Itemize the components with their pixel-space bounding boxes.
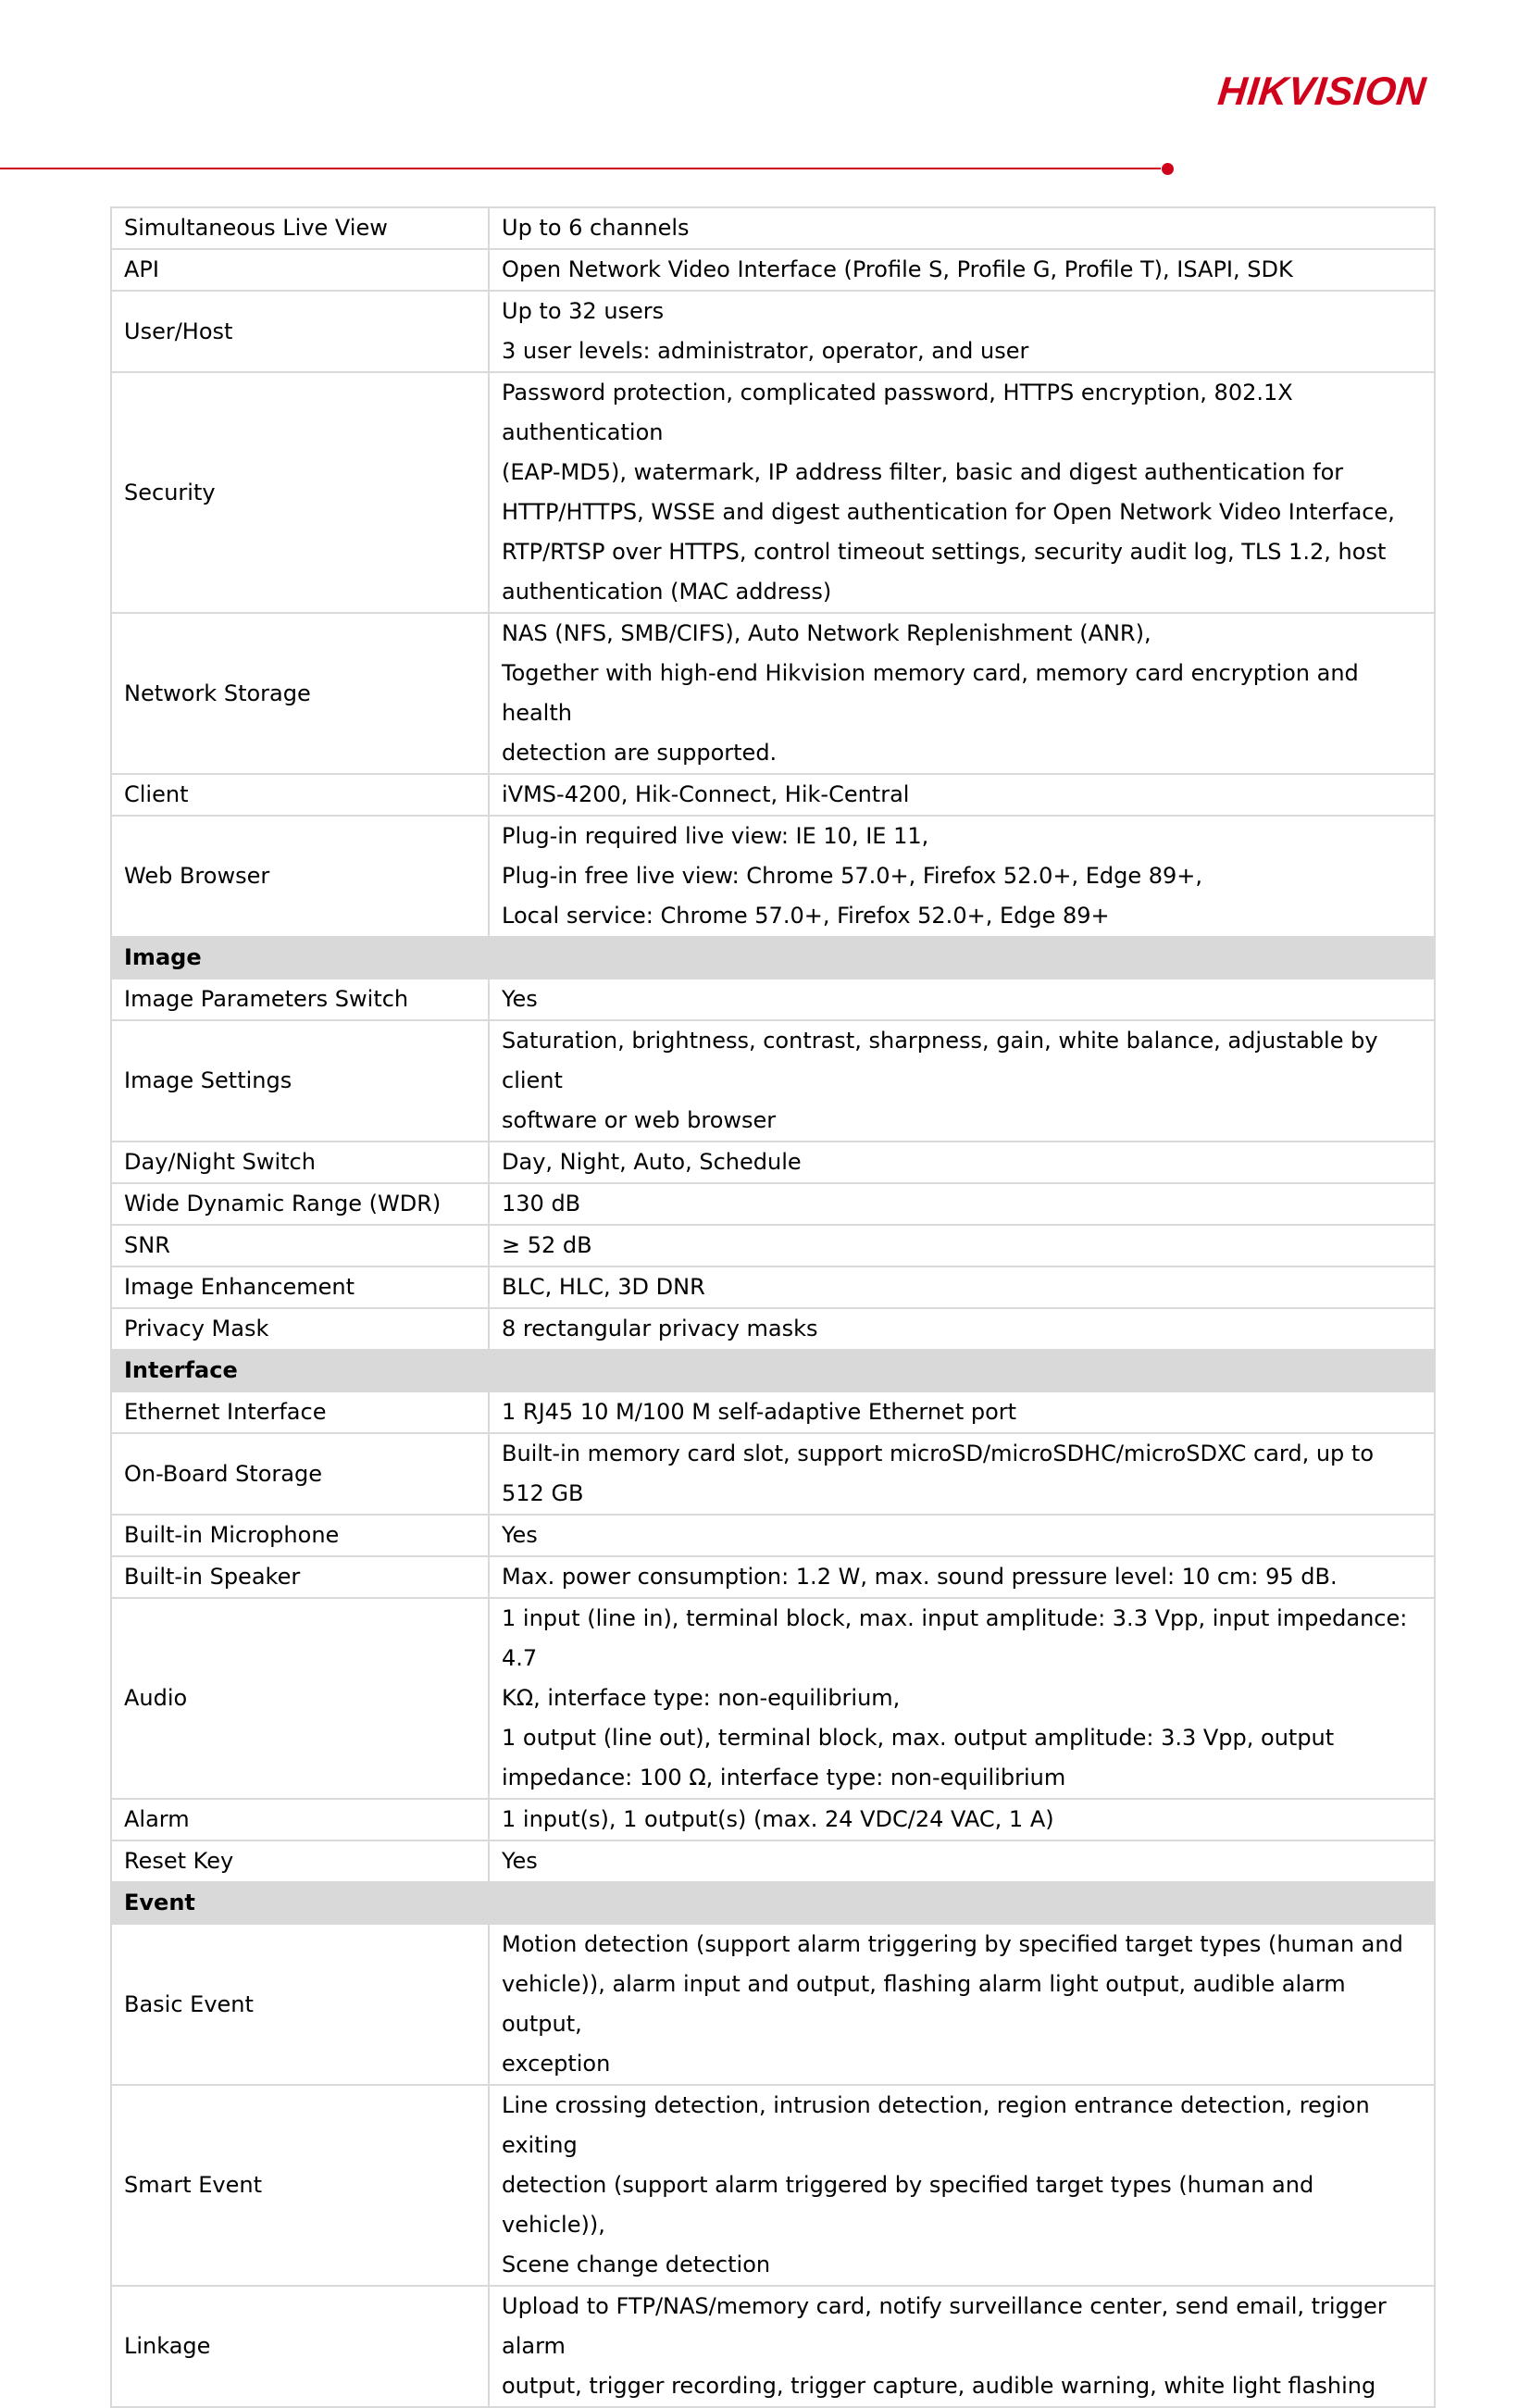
table-row <box>111 1840 1435 1882</box>
spec-value <box>489 1515 1435 1556</box>
table-row <box>111 207 1435 249</box>
spec-value <box>489 1308 1435 1350</box>
spec-label: Network Storage <box>111 613 489 774</box>
spec-value-line: output, trigger recording, trigger capture, audible warning, white light flashing <box>502 2373 1376 2399</box>
spec-value-line: Yes <box>502 1848 538 1874</box>
spec-value-line: Upload to FTP/NAS/memory card, notify surveillance center, send email, trigger alarm <box>502 2293 1387 2359</box>
section-header-row <box>111 1350 1435 1391</box>
spec-value-line: Open Network Video Interface (Profile S, Profile G, Profile T), ISAPI, SDK <box>502 256 1293 282</box>
table-row <box>111 1799 1435 1840</box>
table-row <box>111 1556 1435 1598</box>
spec-value-line: HTTP/HTTPS, WSSE and digest authentication for Open Network Video Interface, <box>502 499 1395 525</box>
spec-value-line: BLC, HLC, 3D DNR <box>502 1274 705 1300</box>
spec-value <box>489 1799 1435 1840</box>
spec-value <box>489 1598 1435 1799</box>
spec-label: Built-in Speaker <box>111 1556 489 1598</box>
spec-value-line: Day, Night, Auto, Schedule <box>502 1149 802 1175</box>
spec-value <box>489 1020 1435 1142</box>
spec-label: On-Board Storage <box>111 1433 489 1515</box>
spec-value-line: exception <box>502 2051 611 2077</box>
spec-value-line: Built-in memory card slot, support microSD/microSDHC/microSDXC card, up to 512 GB <box>502 1441 1375 1506</box>
spec-value-line: ≥ 52 dB <box>502 1232 592 1258</box>
header-divider-dot <box>1162 163 1174 175</box>
spec-label: Image Parameters Switch <box>111 979 489 1020</box>
table-row <box>111 1433 1435 1515</box>
section-title: Event <box>111 1882 1435 1924</box>
spec-value <box>489 1556 1435 1598</box>
spec-value <box>489 291 1435 372</box>
table-row <box>111 1020 1435 1142</box>
spec-label: Client <box>111 774 489 816</box>
spec-value-line: Max. power consumption: 1.2 W, max. sound pressure level: 10 cm: 95 dB. <box>502 1564 1338 1590</box>
spec-label: Alarm <box>111 1799 489 1840</box>
table-row <box>111 1598 1435 1799</box>
table-row <box>111 1225 1435 1266</box>
spec-label: Built-in Microphone <box>111 1515 489 1556</box>
spec-label: Reset Key <box>111 1840 489 1882</box>
table-row <box>111 249 1435 291</box>
spec-value-line: Saturation, brightness, contrast, sharpness, gain, white balance, adjustable by client <box>502 1028 1378 1093</box>
spec-label: Image Enhancement <box>111 1266 489 1308</box>
spec-value-line: iVMS-4200, Hik-Connect, Hik-Central <box>502 781 910 807</box>
spec-value-line: authentication (MAC address) <box>502 579 832 605</box>
spec-value <box>489 207 1435 249</box>
spec-value-line: Up to 6 channels <box>502 215 690 241</box>
spec-value <box>489 1391 1435 1433</box>
table-row <box>111 774 1435 816</box>
section-title: Image <box>111 937 1435 979</box>
spec-value-line: Local service: Chrome 57.0+, Firefox 52.0+, Edge 89+ <box>502 903 1110 929</box>
spec-label: Privacy Mask <box>111 1308 489 1350</box>
spec-value-line: 1 RJ45 10 M/100 M self-adaptive Ethernet port <box>502 1399 1017 1425</box>
spec-label: Audio <box>111 1598 489 1799</box>
spec-label: Linkage <box>111 2286 489 2407</box>
spec-value <box>489 2286 1435 2407</box>
spec-label: SNR <box>111 1225 489 1266</box>
spec-value-line: 130 dB <box>502 1191 581 1216</box>
spec-value <box>489 2085 1435 2286</box>
spec-value-line: 1 output (line out), terminal block, max. output amplitude: 3.3 Vpp, output <box>502 1725 1335 1751</box>
table-row <box>111 1515 1435 1556</box>
spec-value-line: Yes <box>502 986 538 1012</box>
spec-label: Security <box>111 372 489 613</box>
spec-value <box>489 979 1435 1020</box>
spec-value-line: 3 user levels: administrator, operator, and user <box>502 338 1029 364</box>
table-row <box>111 1391 1435 1433</box>
table-row <box>111 979 1435 1020</box>
logo-text: HIKVISION <box>1215 69 1428 114</box>
spec-value-line: 1 input(s), 1 output(s) (max. 24 VDC/24 VAC, 1 A) <box>502 1806 1054 1832</box>
spec-value-line: Motion detection (support alarm triggering by specified target types (human and <box>502 1931 1403 1957</box>
table-row <box>111 2286 1435 2407</box>
spec-value-line: KΩ, interface type: non-equilibrium, <box>502 1685 901 1711</box>
section-header-row <box>111 937 1435 979</box>
spec-value-line: Yes <box>502 1522 538 1548</box>
spec-value <box>489 613 1435 774</box>
table-row <box>111 291 1435 372</box>
table-row <box>111 816 1435 937</box>
table-row <box>111 613 1435 774</box>
spec-value <box>489 372 1435 613</box>
spec-value <box>489 1142 1435 1183</box>
table-row <box>111 1183 1435 1225</box>
spec-value-line: Up to 32 users <box>502 298 665 324</box>
spec-label: Smart Event <box>111 2085 489 2286</box>
spec-value-line: 8 rectangular privacy masks <box>502 1316 818 1341</box>
spec-value <box>489 1840 1435 1882</box>
spec-label: User/Host <box>111 291 489 372</box>
spec-label: Simultaneous Live View <box>111 207 489 249</box>
spec-value <box>489 249 1435 291</box>
spec-value-line: RTP/RTSP over HTTPS, control timeout settings, security audit log, TLS 1.2, host <box>502 539 1387 565</box>
spec-value-line: Scene change detection <box>502 2252 771 2277</box>
spec-label: Day/Night Switch <box>111 1142 489 1183</box>
spec-value-line: software or web browser <box>502 1107 777 1133</box>
spec-value-line: NAS (NFS, SMB/CIFS), Auto Network Replenishment (ANR), <box>502 620 1151 646</box>
spec-label: Basic Event <box>111 1924 489 2085</box>
table-row <box>111 2085 1435 2286</box>
spec-label: Wide Dynamic Range (WDR) <box>111 1183 489 1225</box>
spec-label: Ethernet Interface <box>111 1391 489 1433</box>
table-row <box>111 1308 1435 1350</box>
spec-value-line: 1 input (line in), terminal block, max. input amplitude: 3.3 Vpp, input impedance: 4.7 <box>502 1605 1408 1671</box>
spec-value-line: (EAP-MD5), watermark, IP address filter, basic and digest authentication for <box>502 459 1344 485</box>
spec-value-line: Password protection, complicated password, HTTPS encryption, 802.1X authentication <box>502 380 1293 445</box>
spec-value-line: Line crossing detection, intrusion detection, region entrance detection, region exiting <box>502 2092 1370 2158</box>
spec-value <box>489 816 1435 937</box>
spec-value-line: detection are supported. <box>502 740 778 766</box>
spec-value-line: Plug-in free live view: Chrome 57.0+, Firefox 52.0+, Edge 89+, <box>502 863 1203 889</box>
spec-value-line: Plug-in required live view: IE 10, IE 11, <box>502 823 929 849</box>
spec-value <box>489 1183 1435 1225</box>
spec-value-line: vehicle)), alarm input and output, flashing alarm light output, audible alarm output, <box>502 1971 1346 2037</box>
spec-value-line: impedance: 100 Ω, interface type: non-equilibrium <box>502 1765 1066 1790</box>
section-title: Interface <box>111 1350 1435 1391</box>
table-row <box>111 1266 1435 1308</box>
spec-value <box>489 1266 1435 1308</box>
spec-value-line: detection (support alarm triggered by specified target types (human and vehicle)), <box>502 2172 1314 2238</box>
spec-value <box>489 1433 1435 1515</box>
spec-label: Web Browser <box>111 816 489 937</box>
header-divider <box>0 168 1161 169</box>
spec-value-line: Together with high-end Hikvision memory card, memory card encryption and health <box>502 660 1359 726</box>
table-row <box>111 372 1435 613</box>
spec-label: Image Settings <box>111 1020 489 1142</box>
spec-value <box>489 774 1435 816</box>
spec-table <box>110 206 1436 2408</box>
spec-value <box>489 1924 1435 2085</box>
table-row <box>111 1924 1435 2085</box>
hikvision-logo <box>1215 69 1468 115</box>
table-row <box>111 1142 1435 1183</box>
section-header-row <box>111 1882 1435 1924</box>
spec-label: API <box>111 249 489 291</box>
spec-table-body <box>111 207 1435 2407</box>
spec-value <box>489 1225 1435 1266</box>
